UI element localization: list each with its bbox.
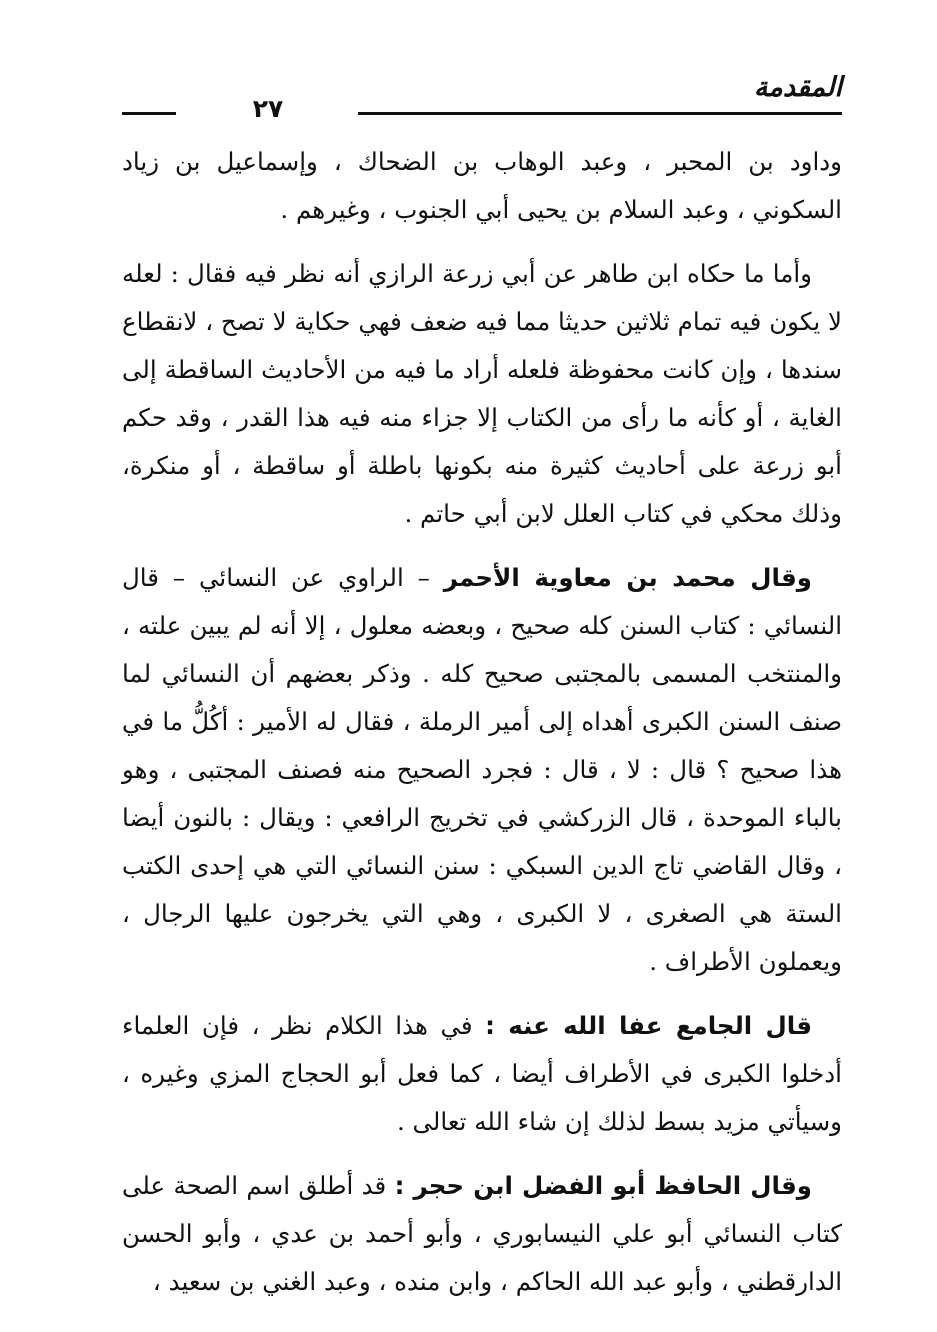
paragraph-5 bbox=[122, 1162, 842, 1306]
paragraph-5-lead: وقال الحافظ أبو الفضل ابن حجر : bbox=[394, 1171, 812, 1200]
paragraph-2-text: وأما ما حكاه ابن طاهر عن أبي زرعة الرازي أنه نظر فيه فقال : لعله لا يكون فيه تمام ثلاثين حديثا مما فيه ضعف فهي حكاية لا تصح ، لانقطاع سندها ، وإن كانت محفوظة فلعله أراد ما فيه من الأحاديث الساقطة إلى الغاية ، أو كأنه ما رأى من الكتاب إلا جزاء منه فيه هذا القدر ، وقد حكم أبو زرعة على أحاديث كثيرة منه بكونها باطلة أو ساقطة ، أو منكرة، وذلك محكي في كتاب العلل لابن أبي حاتم . bbox=[122, 259, 842, 528]
body-text bbox=[122, 138, 842, 1306]
section-title: المقدمة bbox=[753, 72, 842, 103]
paragraph-4-text: في هذا الكلام نظر ، فإن العلماء أدخلوا الكبرى في الأطراف أيضا ، كما فعل أبو الحجاج المزي وغيره ، وسيأتي مزيد بسط لذلك إن شاء الله تعالى . bbox=[122, 1011, 842, 1136]
paragraph-1-text: وداود بن المحبر ، وعبد الوهاب بن الضحاك ، وإسماعيل بن زياد السكوني ، وعبد السلام بن يحيى أبي الجنوب ، وغيرهم . bbox=[122, 147, 842, 224]
header-rule-left bbox=[122, 112, 176, 115]
page-header bbox=[122, 68, 842, 126]
paragraph-3-text: – الراوي عن النسائي – قال النسائي : كتاب السنن كله صحيح ، وبعضه معلول ، إلا أنه لم يبين علته ، والمنتخب المسمى بالمجتبى صحيح كله . وذكر بعضهم أن النسائي لما صنف السنن الكبرى أهداه إلى أمير الرملة ، فقال له الأمير : أكُلُّ ما في هذا صحيح ؟ قال : لا ، قال : فجرد الصحيح منه فصنف المجتبى ، وهو بالباء الموحدة ، قال الزركشي في تخريج الرافعي : ويقال : بالنون أيضا ، وقال القاضي تاج الدين السبكي : سنن النسائي التي هي إحدى الكتب الستة هي الصغرى ، لا الكبرى ، وهي التي يخرجون عليها الرجال ، ويعملون الأطراف . bbox=[122, 563, 842, 976]
page-number: ٢٧ bbox=[252, 94, 284, 123]
paragraph-3-lead: وقال محمد بن معاوية الأحمر bbox=[443, 563, 812, 592]
page bbox=[122, 68, 842, 1322]
paragraph-4-lead: قال الجامع عفا الله عنه : bbox=[485, 1011, 812, 1040]
paragraph-2 bbox=[122, 250, 842, 538]
paragraph-1 bbox=[122, 138, 842, 234]
header-rule-right bbox=[358, 112, 842, 115]
paragraph-4 bbox=[122, 1002, 842, 1146]
paragraph-5-text: قد أطلق اسم الصحة على كتاب النسائي أبو علي النيسابوري ، وأبو أحمد بن عدي ، وأبو الحسن الدارقطني ، وأبو عبد الله الحاكم ، وابن منده ، وعبد الغني بن سعيد ، bbox=[122, 1171, 842, 1296]
paragraph-3 bbox=[122, 554, 842, 986]
